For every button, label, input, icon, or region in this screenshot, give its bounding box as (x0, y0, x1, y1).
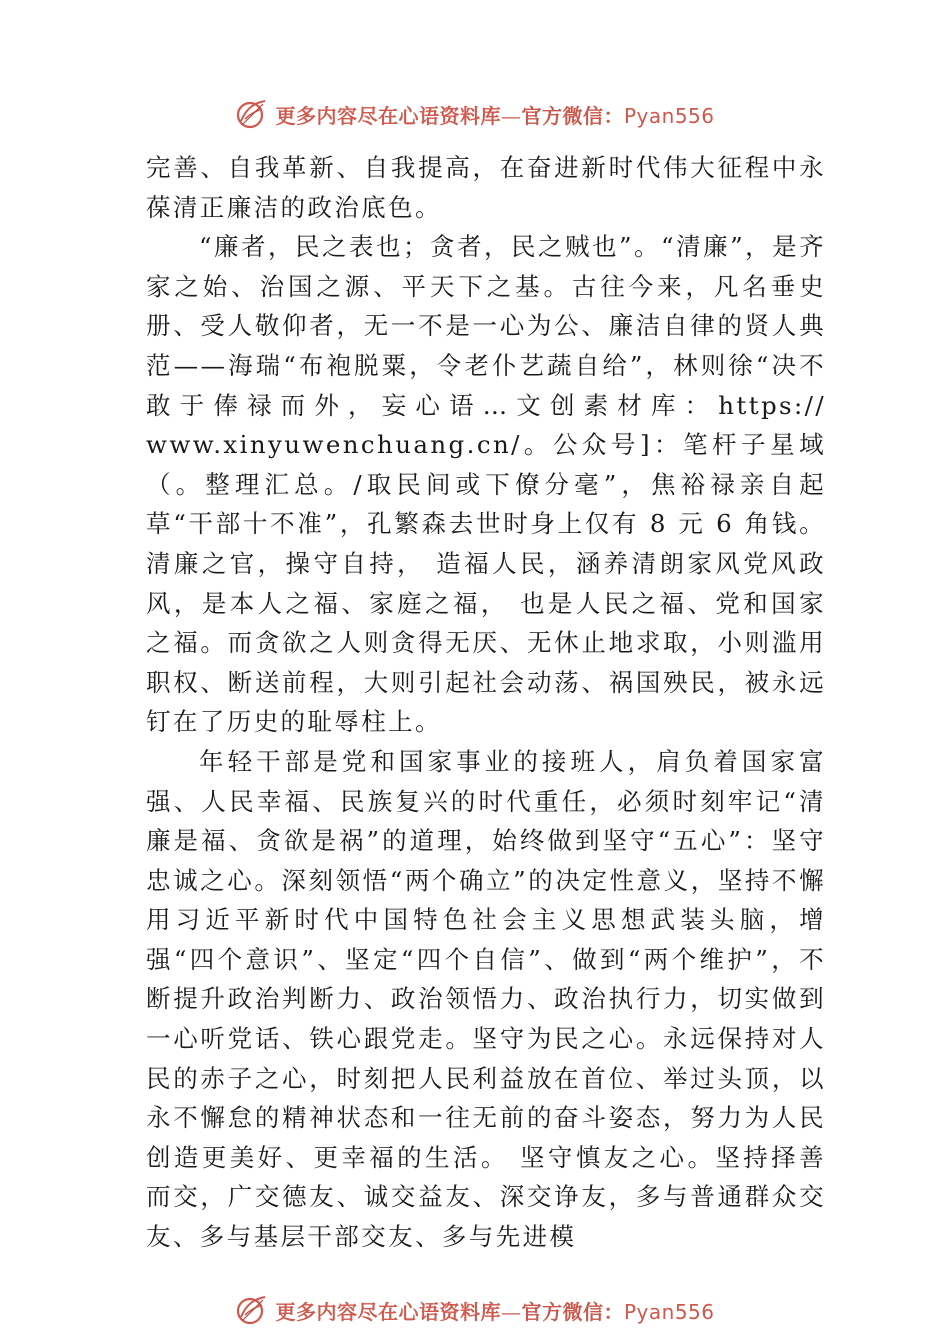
header-dash: — (500, 103, 522, 128)
footer-dash: — (500, 1299, 522, 1324)
footer-brand-text: 更多内容尽在心语资料库 (275, 1299, 501, 1324)
header-brand-text: 更多内容尽在心语资料库 (275, 103, 501, 128)
footer-official-label: 官方微信： (521, 1299, 624, 1324)
paragraph-1: 完善、自我革新、自我提高，在奋进新时代伟大征程中永葆清正廉洁的政治底色。 (146, 153, 826, 222)
header-wechat-id: Pyan556 (623, 103, 715, 128)
footer-wechat-id: Pyan556 (623, 1299, 715, 1324)
signature-logo-icon (235, 97, 269, 131)
header-banner-text (275, 100, 714, 129)
signature-logo-icon (235, 1293, 269, 1327)
paragraph-3: 年轻干部是党和国家事业的接班人，肩负着国家富强、人民幸福、民族复兴的时代重任，必须时刻牢记“清廉是福、贪欲是祸”的道理，始终做到坚守“五心”：坚守忠诚之心。深刻领悟“两个确立”的决定性意义，坚持不懈用习近平新时代中国特色社会主义思想武装头脑，增强“四个意识”、坚定“四个自信”、做到“两个维护”，不断提升政治判断力、政治领悟力、政治执行力，切实做到一心听党话、铁心跟党走。坚守为民之心。永远保持对人民的赤子之心，时刻把人民利益放在首位、举过头顶，以永不懈怠的精神状态和一往无前的奋斗姿态，努力为人民创造更美好、更幸福的生活。 坚守慎友之心。坚持择善而交，广交德友、诚交益友、深交诤友，多与普通群众交友、多与基层干部交友、多与先进模 (146, 746, 826, 1252)
footer-banner (0, 1290, 950, 1330)
header-banner (0, 94, 950, 134)
footer-banner-text (275, 1296, 714, 1325)
document-body (146, 148, 826, 1257)
header-official-label: 官方微信： (521, 103, 624, 128)
paragraph-2: “廉者，民之表也；贪者，民之贼也”。“清廉”，是齐家之始、治国之源、平天下之基。古往今来，凡名垂史册、受人敬仰者，无一不是一心为公、廉洁自律的贤人典范——海瑞“布袍脱粟，令老仆艺蔬自给”，林则徐“决不敢于俸禄而外，妄心语…文创素材库：https:// www.xinyuwenchuang.cn/。公众号]：笔杆子星域（。整理汇总。/取民间或下僚分毫”，焦裕禄亲自起草“干部十不准”，孔繁森去世时身上仅有 8 元 6 角钱。清廉之官，操守自持， 造福人民，涵养清朗家风党风政风，是本人之福、家庭之福， 也是人民之福、党和国家之福。而贪欲之人则贪得无厌、无休止地求取，小则滥用职权、断送前程，大则引起社会动荡、祸国殃民，被永远钉在了历史的耻辱柱上。 (146, 232, 826, 737)
